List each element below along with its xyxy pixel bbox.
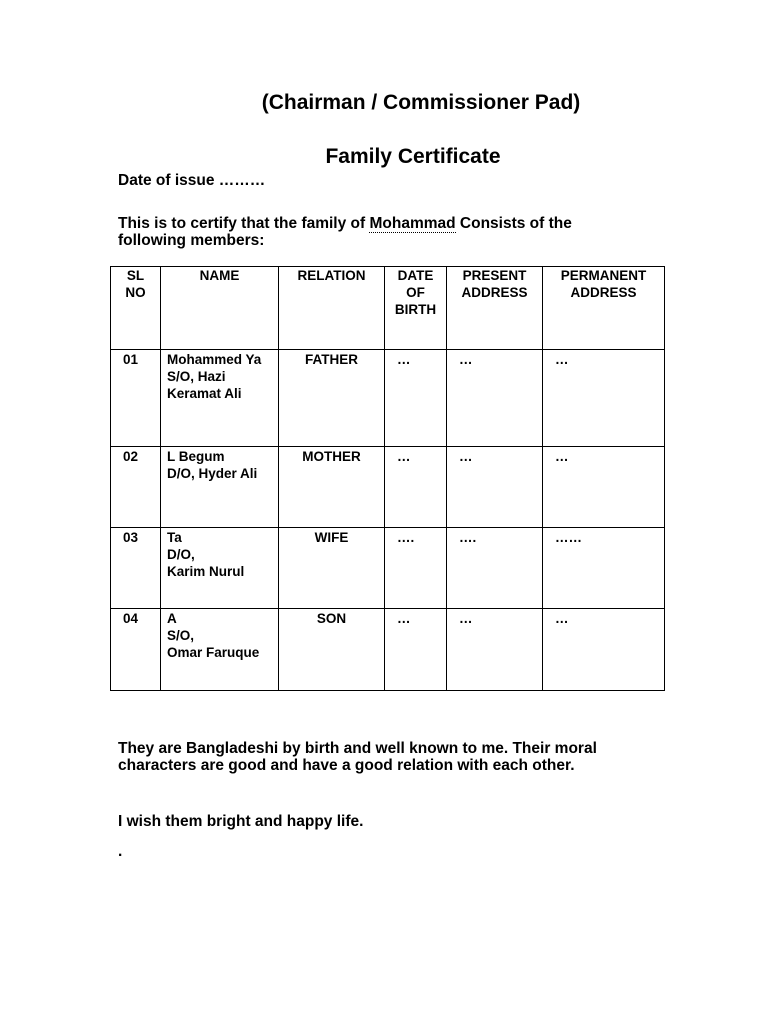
closing-line-2: characters are good and have a good relation with each other. <box>118 757 575 774</box>
intro-text-before: This is to certify that the family of <box>118 215 370 232</box>
intro-line-2: following members: <box>118 232 265 249</box>
header-sl-no: SL NO <box>111 267 161 350</box>
cell-present-address: …. <box>447 528 543 609</box>
cell-sl: 04 <box>111 609 161 691</box>
cell-permanent-address: … <box>543 447 665 528</box>
cell-present-address: … <box>447 447 543 528</box>
table-row <box>111 609 665 691</box>
header-present-address: PRESENT ADDRESS <box>447 267 543 350</box>
cell-date-of-birth: … <box>385 447 447 528</box>
cell-date-of-birth: … <box>385 609 447 691</box>
cell-name: Ta D/O, Karim Nurul <box>161 528 279 609</box>
cell-permanent-address: … <box>543 609 665 691</box>
cell-present-address: … <box>447 609 543 691</box>
intro-line-1 <box>118 215 572 232</box>
cell-relation: WIFE <box>279 528 385 609</box>
cell-name: A S/O, Omar Faruque <box>161 609 279 691</box>
family-head-name: Mohammad <box>369 215 456 232</box>
table-row <box>111 447 665 528</box>
header-date-of-birth: DATE OF BIRTH <box>385 267 447 350</box>
table-row <box>111 350 665 447</box>
table-header-row <box>111 267 665 350</box>
cell-relation: MOTHER <box>279 447 385 528</box>
pad-title: (Chairman / Commissioner Pad) <box>261 91 581 114</box>
cell-relation: FATHER <box>279 350 385 447</box>
date-of-issue: Date of issue ……… <box>118 172 266 189</box>
cell-name: L Begum D/O, Hyder Ali <box>161 447 279 528</box>
cell-name: Mohammed Ya S/O, Hazi Keramat Ali <box>161 350 279 447</box>
cell-sl: 01 <box>111 350 161 447</box>
closing-paragraph <box>118 740 597 774</box>
header-permanent-address: PERMANENT ADDRESS <box>543 267 665 350</box>
family-members-table <box>110 266 665 691</box>
cell-permanent-address: …… <box>543 528 665 609</box>
intro-text-after: Consists of the <box>455 215 572 232</box>
header-relation: RELATION <box>279 267 385 350</box>
intro-paragraph <box>118 215 572 249</box>
cell-date-of-birth: … <box>385 350 447 447</box>
cell-sl: 02 <box>111 447 161 528</box>
table-row <box>111 528 665 609</box>
trailing-dot: . <box>118 843 123 860</box>
cell-date-of-birth: …. <box>385 528 447 609</box>
cell-sl: 03 <box>111 528 161 609</box>
certificate-title: Family Certificate <box>325 145 501 168</box>
cell-permanent-address: … <box>543 350 665 447</box>
closing-line-1: They are Bangladeshi by birth and well known to me. Their moral <box>118 740 597 757</box>
header-name: NAME <box>161 267 279 350</box>
cell-present-address: … <box>447 350 543 447</box>
cell-relation: SON <box>279 609 385 691</box>
wish-paragraph: I wish them bright and happy life. <box>118 813 364 830</box>
